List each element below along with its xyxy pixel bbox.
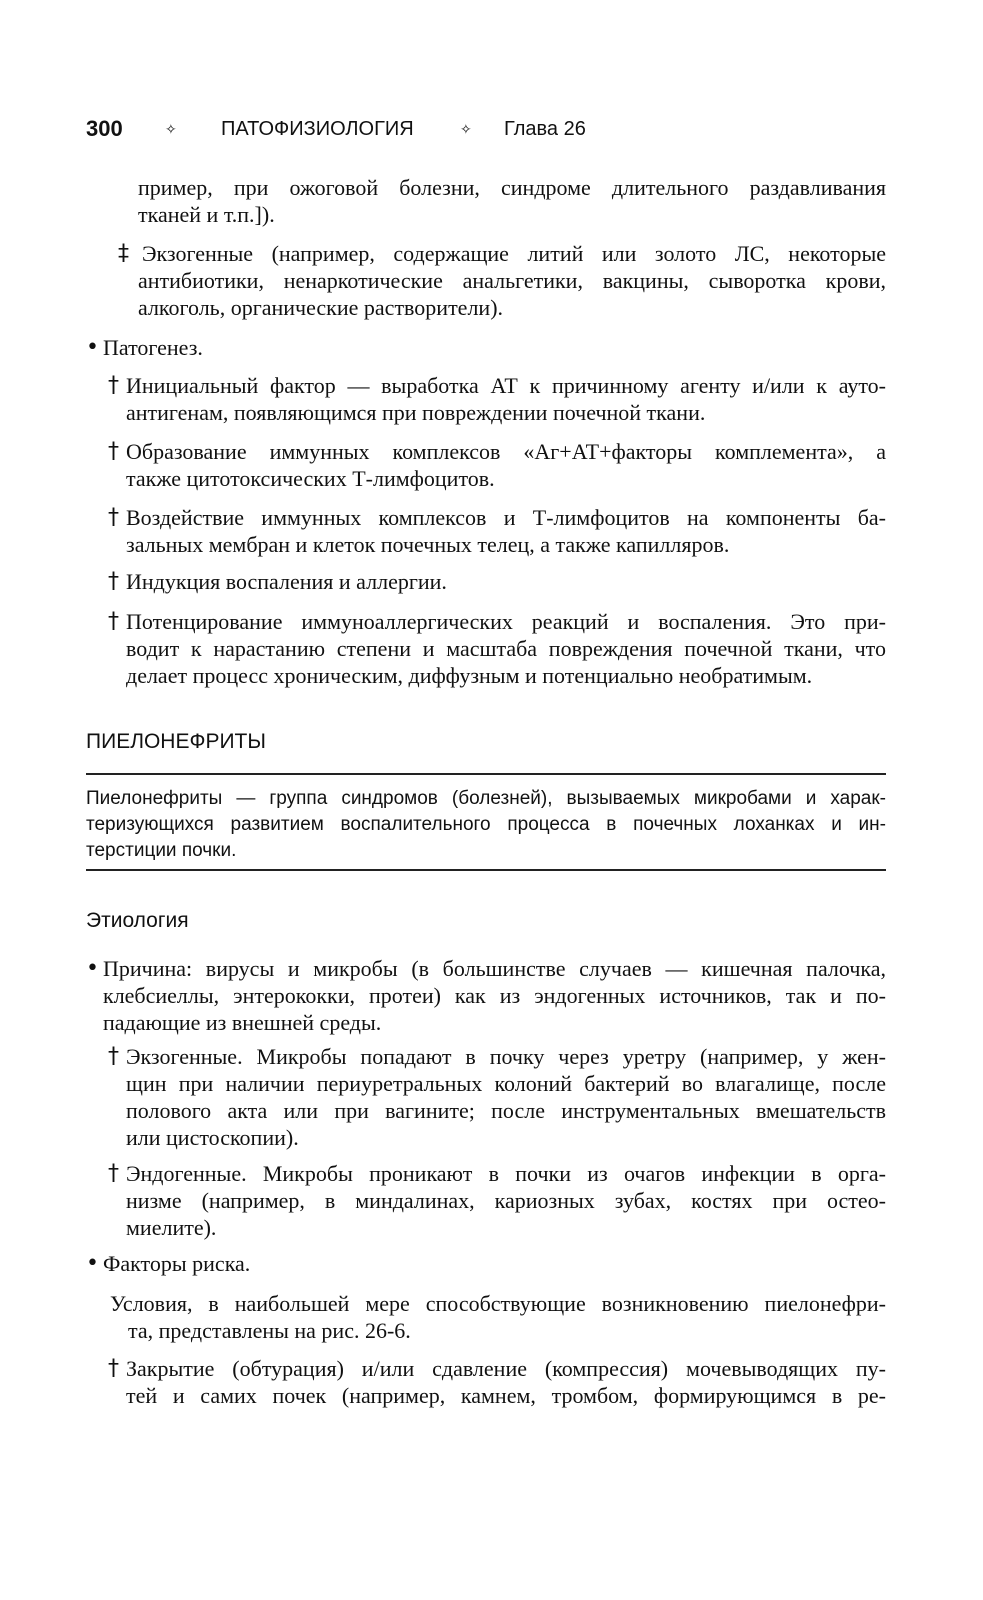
running-title: ПАТОФИЗИОЛОГИЯ bbox=[221, 118, 414, 140]
list-item bbox=[103, 955, 886, 1036]
dagger-marker: † bbox=[108, 373, 119, 398]
text-line: Образование иммунных комплексов «Аг+АТ+факторы комплемента», а bbox=[126, 439, 886, 464]
list-item bbox=[126, 1043, 886, 1151]
list-item bbox=[126, 1160, 886, 1241]
text-line: теризующихся развитием воспалительного процесса в почечных лоханках и ин- bbox=[86, 814, 886, 835]
double-dagger-marker: ‡ bbox=[118, 241, 129, 266]
text-line: пример, при ожоговой болезни, синдроме длительного раздавливания bbox=[138, 175, 886, 200]
page-number: 300 bbox=[86, 116, 123, 141]
text-line: та, представлены на рис. 26-6. bbox=[128, 1318, 411, 1343]
text-line: алкоголь, органические растворители). bbox=[138, 295, 504, 320]
diamond-icon: ✧ bbox=[460, 121, 472, 137]
section-title: ПИЕЛОНЕФРИТЫ bbox=[86, 730, 266, 753]
subsection-title: Этиология bbox=[86, 909, 189, 932]
text-line: падающие из внешней среды. bbox=[103, 1010, 382, 1035]
list-item bbox=[138, 240, 886, 321]
text-line: Эндогенные. Микробы проникают в почки из очагов инфекции в орга- bbox=[126, 1161, 886, 1186]
text-line: Потенцирование иммуноаллергических реакций и воспаления. Это при- bbox=[126, 609, 886, 634]
text-line: Условия, в наибольшей мере способствующие возникновению пиелонефри- bbox=[110, 1291, 886, 1316]
text-line: антибиотики, ненаркотические анальгетики, вакцины, сыворотка крови, bbox=[138, 268, 886, 293]
text-line: Патогенез. bbox=[103, 335, 203, 360]
bullet-marker: • bbox=[86, 1251, 99, 1276]
text-line: щин при наличии периуретральных колоний бактерий во влагалище, после bbox=[126, 1071, 886, 1096]
text-line: делает процесс хроническим, диффузным и потенциально необратимым. bbox=[126, 663, 813, 688]
paragraph bbox=[110, 1290, 886, 1344]
list-item bbox=[126, 438, 886, 492]
text-line: водит к нарастанию степени и масштаба повреждения почечной ткани, что bbox=[126, 636, 886, 661]
dagger-marker: † bbox=[108, 1356, 119, 1381]
diamond-icon: ✧ bbox=[165, 121, 177, 137]
list-item bbox=[126, 504, 886, 558]
list-item bbox=[126, 372, 886, 426]
text-line: Экзогенные. Микробы попадают в почку через уретру (например, у жен- bbox=[126, 1044, 886, 1069]
text-line: антигенам, появляющимся при повреждении почечной ткани. bbox=[126, 400, 706, 425]
text-line: низме (например, в миндалинах, кариозных зубах, костях при остео- bbox=[126, 1188, 886, 1213]
text-line: Индукция воспаления и аллергии. bbox=[126, 569, 447, 594]
dagger-marker: † bbox=[108, 439, 119, 464]
rule-divider bbox=[86, 773, 886, 775]
text-line: тканей и т.п.]). bbox=[138, 202, 275, 227]
text-line: клебсиеллы, энтерококки, протеи) как из эндогенных источников, так и по- bbox=[103, 983, 886, 1008]
text-line: тей и самих почек (например, камнем, тромбом, формирующимся в ре- bbox=[126, 1383, 886, 1408]
list-item bbox=[126, 1355, 886, 1409]
chapter-label: Глава 26 bbox=[504, 118, 586, 140]
text-line: Закрытие (обтурация) и/или сдавление (компрессия) мочевыводящих пу- bbox=[126, 1356, 886, 1381]
bullet-marker: • bbox=[86, 335, 99, 360]
text-line: Пиелонефриты — группа синдромов (болезней), вызываемых микробами и харак- bbox=[86, 788, 886, 809]
list-item bbox=[103, 1250, 883, 1277]
text-line: или цистоскопии). bbox=[126, 1125, 299, 1150]
text-line: зальных мембран и клеток почечных телец, а также капилляров. bbox=[126, 532, 730, 557]
paragraph bbox=[138, 174, 886, 228]
text-line: Воздействие иммунных комплексов и Т-лимфоцитов на компоненты ба- bbox=[126, 505, 886, 530]
text-line: полового акта или при вагините; после инструментальных вмешательств bbox=[126, 1098, 886, 1123]
list-item bbox=[126, 568, 886, 595]
text-line: Причина: вирусы и микробы (в большинстве случаев — кишечная палочка, bbox=[103, 956, 886, 981]
text-line: миелите). bbox=[126, 1215, 217, 1240]
dagger-marker: † bbox=[108, 609, 119, 634]
text-line: Экзогенные (например, содержащие литий или золото ЛС, некоторые bbox=[142, 241, 886, 266]
text-line: также цитотоксических Т-лимфоцитов. bbox=[126, 466, 495, 491]
dagger-marker: † bbox=[108, 569, 119, 594]
dagger-marker: † bbox=[108, 505, 119, 530]
dagger-marker: † bbox=[108, 1044, 119, 1069]
list-item bbox=[126, 608, 886, 689]
text-line: Инициальный фактор — выработка АТ к причинному агенту и/или к ауто- bbox=[126, 373, 886, 398]
bullet-marker: • bbox=[86, 956, 99, 981]
dagger-marker: † bbox=[108, 1161, 119, 1186]
list-item bbox=[103, 334, 883, 361]
rule-divider bbox=[86, 869, 886, 871]
definition-box bbox=[86, 786, 886, 864]
text-line: терстиции почки. bbox=[86, 840, 237, 861]
text-line: Факторы риска. bbox=[103, 1251, 251, 1276]
